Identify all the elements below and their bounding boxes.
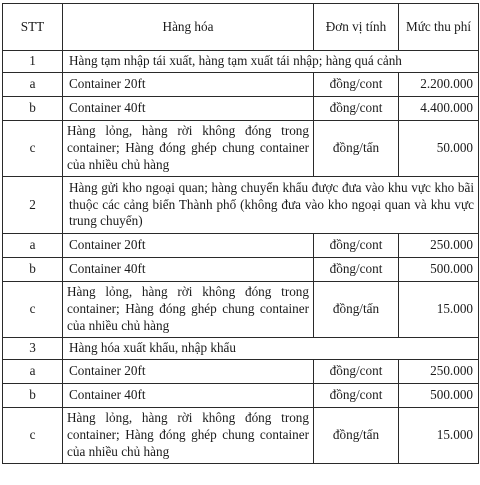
item-fee: 500.000 [399,258,479,282]
item-fee: 250.000 [399,234,479,258]
table-row [3,384,479,408]
item-unit: đồng/cont [314,258,399,282]
item-fee: 2.200.000 [399,73,479,97]
item-goods: Container 40ft [63,97,314,121]
item-unit: đồng/cont [314,384,399,408]
item-fee: 500.000 [399,384,479,408]
item-letter: a [3,73,63,97]
item-goods: Container 40ft [63,384,314,408]
item-letter: b [3,97,63,121]
item-letter: c [3,408,63,464]
item-fee: 15.000 [399,408,479,464]
item-letter: b [3,258,63,282]
item-letter: c [3,121,63,177]
item-unit: đồng/tấn [314,282,399,338]
item-letter: a [3,234,63,258]
header-unit: Đơn vị tính [314,4,399,51]
item-goods: Hàng lỏng, hàng rời không đóng trong container; Hàng đóng ghép chung container của nhiều chủ hàng [63,282,314,338]
section-number: 2 [3,177,63,234]
table-row [3,121,479,177]
item-unit: đồng/tấn [314,408,399,464]
table-row [3,360,479,384]
table-row [3,282,479,338]
item-letter: a [3,360,63,384]
section-title: Hàng tạm nhập tái xuất, hàng tạm xuất tái nhập; hàng quá cảnh [63,51,479,73]
item-unit: đồng/tấn [314,121,399,177]
item-goods: Container 40ft [63,258,314,282]
table-body [3,51,479,464]
section-row [3,177,479,234]
item-unit: đồng/cont [314,234,399,258]
item-letter: b [3,384,63,408]
table-row [3,234,479,258]
header-stt: STT [3,4,63,51]
header-fee: Mức thu phí [399,4,479,51]
section-title: Hàng gửi kho ngoại quan; hàng chuyển khẩu được đưa vào khu vực kho bãi thuộc các cảng biển Thành phố (không đưa vào kho ngoại quan và khu vực trung chuyển) [63,177,479,234]
section-number: 3 [3,338,63,360]
section-row [3,51,479,73]
table-row [3,408,479,464]
section-number: 1 [3,51,63,73]
table-row [3,97,479,121]
table-row [3,73,479,97]
item-letter: c [3,282,63,338]
fee-table [2,3,479,464]
item-fee: 50.000 [399,121,479,177]
item-unit: đồng/cont [314,73,399,97]
item-unit: đồng/cont [314,360,399,384]
item-goods: Container 20ft [63,234,314,258]
section-title: Hàng hóa xuất khẩu, nhập khẩu [63,338,479,360]
table-row [3,258,479,282]
item-goods: Container 20ft [63,73,314,97]
table-header-row [3,4,479,51]
header-goods: Hàng hóa [63,4,314,51]
item-fee: 15.000 [399,282,479,338]
item-fee: 4.400.000 [399,97,479,121]
item-goods: Hàng lỏng, hàng rời không đóng trong container; Hàng đóng ghép chung container của nhiều chủ hàng [63,408,314,464]
section-row [3,338,479,360]
item-fee: 250.000 [399,360,479,384]
item-goods: Hàng lỏng, hàng rời không đóng trong container; Hàng đóng ghép chung container của nhiều chủ hàng [63,121,314,177]
item-goods: Container 20ft [63,360,314,384]
item-unit: đồng/cont [314,97,399,121]
